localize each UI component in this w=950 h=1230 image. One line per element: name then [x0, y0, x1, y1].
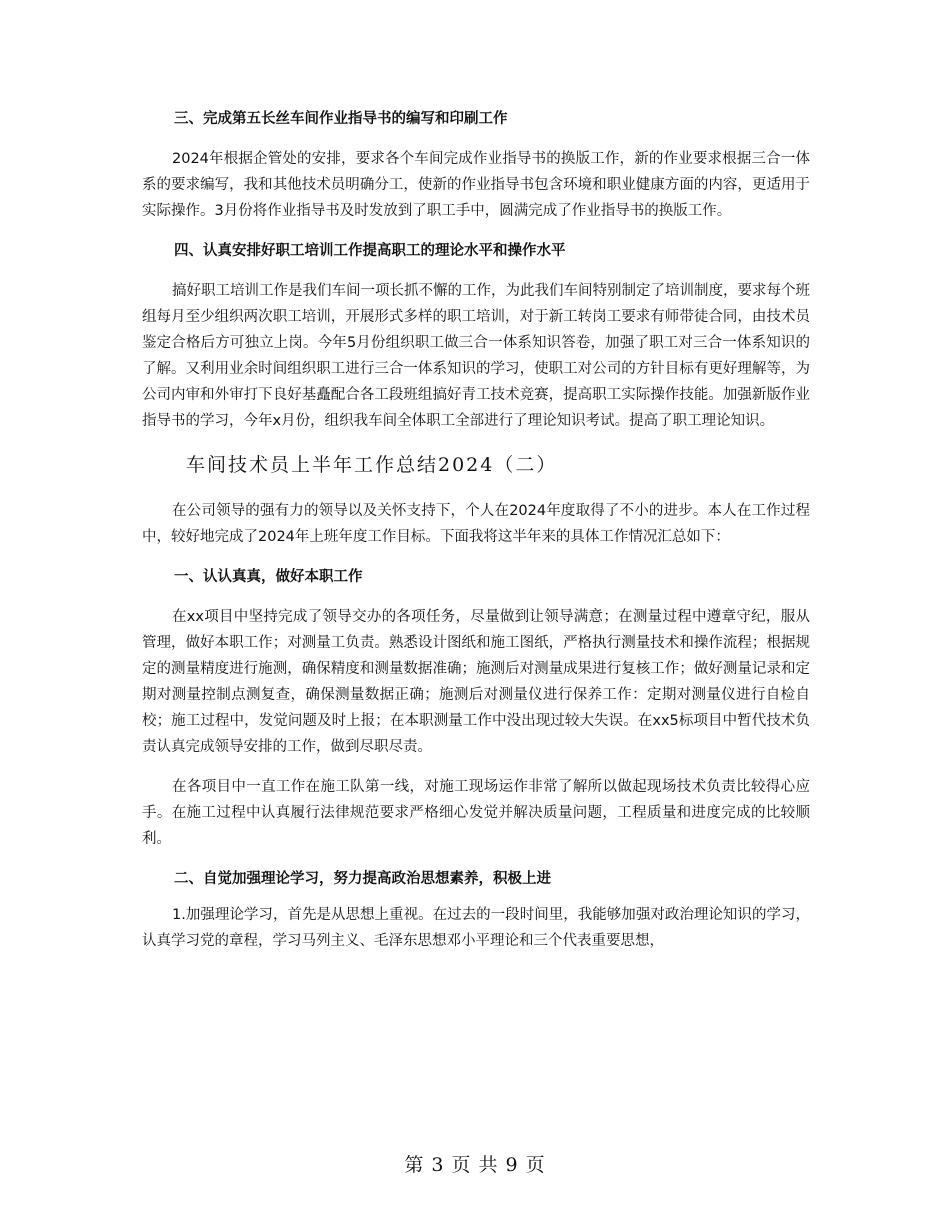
paragraph: 在各项目中一直工作在施工队第一线，对施工现场运作非常了解所以做起现场技术负责比较得心应手。在施工过程中认真履行法律规范要求严格细心发觉并解决质量问题，工程质量和进度完成的比较顺利。	[142, 779, 810, 847]
paragraph: 在xx项目中坚持完成了领导交办的各项任务，尽量做到让领导满意；在测量过程中遵章守纪，服从管理，做好本职工作；对测量工负责。熟悉设计图纸和施工图纸，严格执行测量技术和操作流程；根据规定的测量精度进行施测，确保精度和测量数据准确；施测后对测量成果进行复核工作；做好测量记录和定期对测量控制点测复查，确保测量数据正确；施测后对测量仪进行保养工作：定期对测量仪进行自检自校；施工过程中，发觉问题及时上报；在本职测量工作中没出现过较大失误。在xx5标项目中暂代技术负责认真完成领导安排的工作，做到尽职尽责。	[142, 609, 810, 755]
section-heading: 二、自觉加强理论学习，努力提高政治思想素养，积极上进	[174, 871, 551, 887]
paragraph: 1.加强理论学习，首先是从思想上重视。在过去的一段时间里，我能够加强对政治理论知识的学习，认真学习党的章程，学习马列主义、毛泽东思想邓小平理论和三个代表重要思想，	[142, 907, 810, 949]
document-body	[142, 106, 810, 954]
section-heading: 四、认真安排好职工培训工作提高职工的理论水平和操作水平	[174, 243, 566, 259]
paragraph: 2024年根据企管处的安排，要求各个车间完成作业指导书的换版工作，新的作业要求根据三合一体系的要求编写，我和其他技术员明确分工，使新的作业指导书包含环境和职业健康方面的内容，更适用于实际操作。3月份将作业指导书及时发放到了职工手中，圆满完成了作业指导书的换版工作。	[142, 151, 810, 219]
page-number-footer: 第 3 页 共 9 页	[404, 1154, 546, 1176]
document-title: 车间技术员上半年工作总结2024（二）	[186, 454, 558, 476]
paragraph: 搞好职工培训工作是我们车间一项长抓不懈的工作，为此我们车间特别制定了培训制度，要求每个班组每月至少组织两次职工培训，开展形式多样的职工培训，对于新工转岗工要求有师带徒合同，由技术员鉴定合格后方可独立上岗。今年5月份组织职工做三合一体系知识答卷，加强了职工对三合一体系知识的了解。又利用业余时间组织职工进行三合一体系知识的学习，使职工对公司的方针目标有更好理解等，为公司内审和外审打下良好基矗配合各工段班组搞好青工技术竞赛，提高职工实际操作技能。加强新版作业指导书的学习，今年x月份，组织我车间全体职工全部进行了理论知识考试。提高了职工理论知识。	[142, 283, 810, 429]
section-heading: 一、认认真真，做好本职工作	[174, 569, 363, 585]
section-heading: 三、完成第五长丝车间作业指导书的编写和印刷工作	[174, 111, 508, 127]
paragraph: 在公司领导的强有力的领导以及关怀支持下，个人在2024年度取得了不小的进步。本人在工作过程中，较好地完成了2024年上班年度工作目标。下面我将这半年来的具体工作情况汇总如下：	[142, 503, 810, 545]
